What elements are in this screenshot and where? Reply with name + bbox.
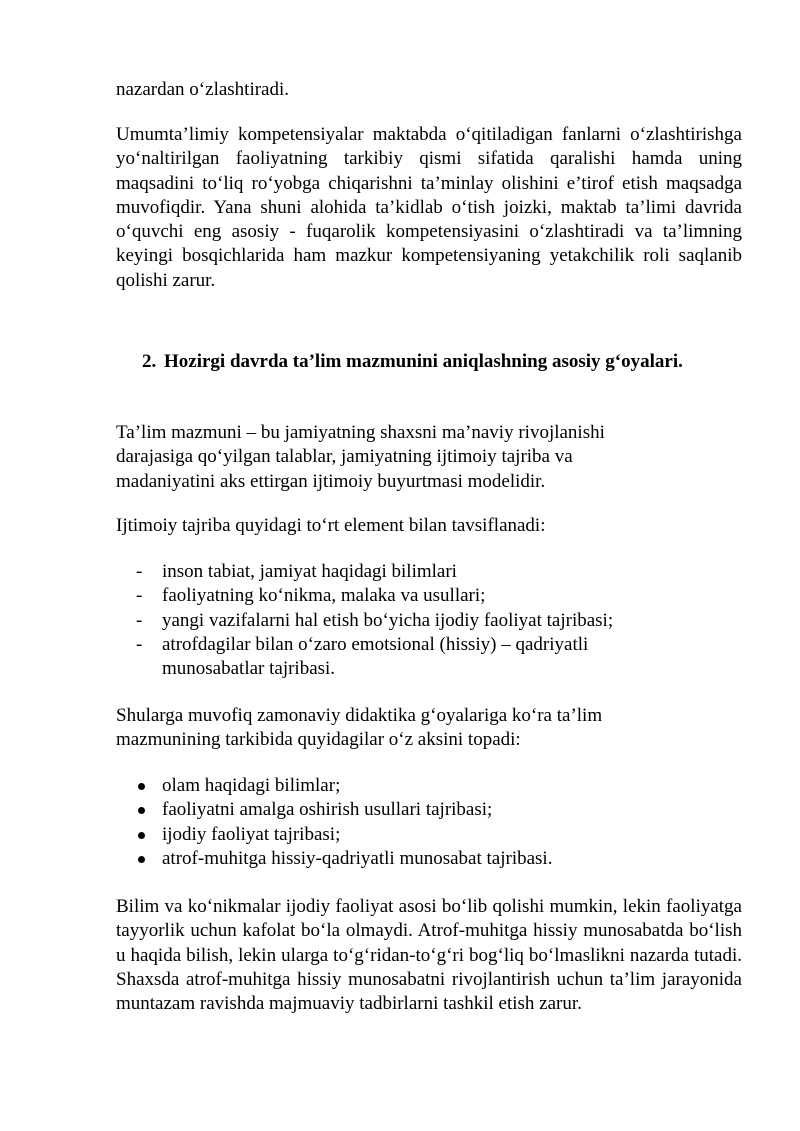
list-item: - atrofdagilar bilan o‘zaro emotsional (hissiy) – qadriyatli munosabatlar tajribasi. xyxy=(136,633,589,680)
list-item: - yangi vazifalarni hal etish bo‘yicha ijodiy faoliyat tajribasi; xyxy=(136,609,742,633)
bullet-marker xyxy=(138,783,145,790)
dash-marker: - xyxy=(136,585,143,607)
paragraph-continuation: nazardan o‘zlashtiradi. xyxy=(116,79,290,100)
dash-marker: - xyxy=(136,609,143,631)
section-number: 2. xyxy=(142,351,157,372)
dash-marker: - xyxy=(136,633,143,655)
paragraph-definition: Ta’lim mazmuni – bu jamiyatning shaxsni ma’naviy rivojlanishi darajasiga qo‘yilgan talablar, jamiyatning ijtimoiy tajriba va madaniyatini aks ettirgan ijtimoiy buyurtmasi modelidir. xyxy=(116,422,605,492)
paragraph-knowledge-skills: Bilim va ko‘nikmalar ijodiy faoliyat asosi bo‘lib qolishi mumkin, lekin faoliyatga tayyorlik uchun kafolat bo‘la olmaydi. Atrof-muhitga hissiy munosabatda bo‘lish u haqida bilish, lekin ularga to‘g‘ridan-to‘g‘ri bog‘liq bo‘lmaslikni nazarda tutadi. Shaxsda atrof-muhitga hissiy munosabatni rivojlantirish uchun ta’lim jarayonida muntazam ravishda majmuaviy tadbirlarni tashkil etish zarur. xyxy=(116,896,742,1015)
bullet-marker xyxy=(138,832,145,839)
list-item: faoliyatni amalga oshirish usullari tajribasi; xyxy=(136,798,742,822)
list-item: - faoliyatning ko‘nikma, malaka va usullari; xyxy=(136,584,742,608)
list-item: olam haqidagi bilimlar; xyxy=(136,774,742,798)
list-item: atrof-muhitga hissiy-qadriyatli munosabat tajribasi. xyxy=(136,847,742,871)
dash-marker: - xyxy=(136,561,143,582)
bullet-marker xyxy=(138,856,145,863)
section-heading xyxy=(142,350,702,374)
paragraph-didactics: Shularga muvofiq zamonaviy didaktika g‘oyalariga ko‘ra ta’lim mazmunining tarkibida quyidagilar o‘z aksini topadi: xyxy=(116,705,603,751)
list-item: ijodiy faoliyat tajribasi; xyxy=(136,823,742,847)
list-item: - inson tabiat, jamiyat haqidagi bilimlari xyxy=(136,560,742,584)
bullet-marker xyxy=(138,807,145,814)
section-title: Hozirgi davrda ta’lim mazmunini aniqlashning asosiy g‘oyalari. xyxy=(164,351,683,372)
paragraph-social-experience: Ijtimoiy tajriba quyidagi to‘rt element bilan tavsiflanadi: xyxy=(116,515,546,536)
paragraph-competencies: Umumta’limiy kompetensiyalar maktabda o‘qitiladigan fanlarni o‘zlashtirishga yo‘naltirilgan faoliyatning tarkibiy qismi sifatida qaralishi hamda uning maqsadini to‘liq ro‘yobga chiqarishni ta’minlay olishini e’tirof etish maqsadga muvofiqdir. Yana shuni alohida ta’kidlab o‘tish joizki, maktab ta’limi davrida o‘quvchi eng asosiy - fuqarolik kompetensiyasini o‘zlashtiradi va ta’limning keyingi bosqichlarida ham mazkur kompetensiyaning yetakchilik roli saqlanib qolishi zarur. xyxy=(116,124,742,291)
bullet-list xyxy=(136,774,742,871)
dash-list xyxy=(136,560,742,681)
